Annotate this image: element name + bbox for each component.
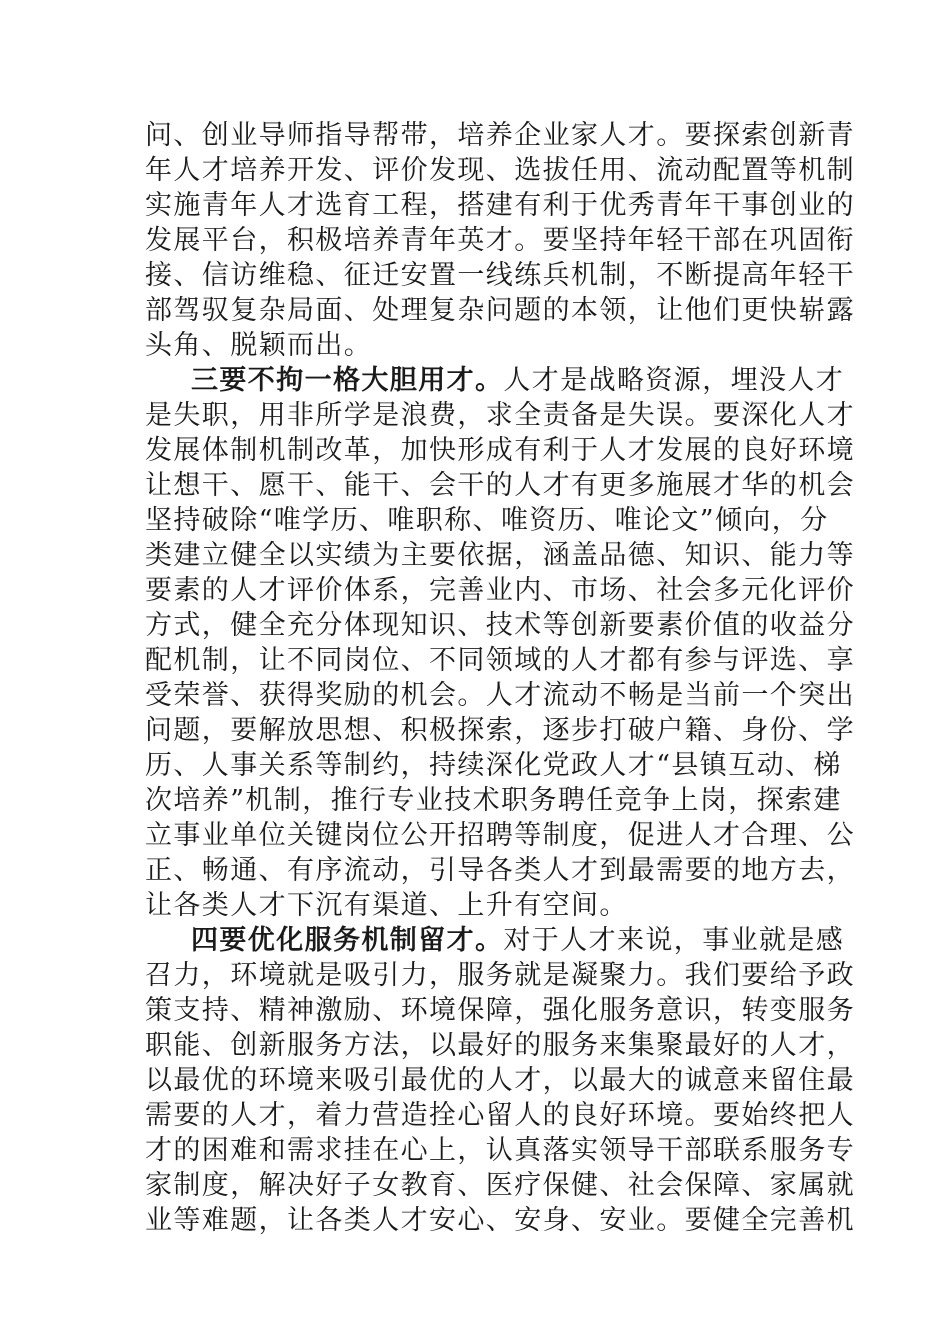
text-line: 受荣誉、获得奖励的机会。人才流动不畅是当前一个突出 <box>145 680 855 711</box>
section-4-first-line <box>145 923 845 958</box>
text-line: 立事业单位关键岗位公开招聘等制度，促进人才合理、公 <box>145 820 855 851</box>
text-line: 问题，要解放思想、积极探索，逐步打破户籍、身份、学 <box>145 715 855 746</box>
text-line: 才的困难和需求挂在心上，认真落实领导干部联系服务专 <box>145 1135 855 1166</box>
text-line: 配机制，让不同岗位、不同领域的人才都有参与评选、享 <box>145 645 855 676</box>
text-line: 历、人事关系等制约，持续深化党政人才“县镇互动、梯 <box>145 750 842 781</box>
section-3-first-line-text: 人才是战略资源，埋没人才 <box>503 365 845 396</box>
text-line: 召力，环境就是吸引力，服务就是凝聚力。我们要给予政 <box>145 960 855 991</box>
text-line: 以最优的环境来吸引最优的人才，以最大的诚意来留住最 <box>145 1065 855 1096</box>
text-line: 年人才培养开发、评价发现、选拔任用、流动配置等机制 <box>145 155 855 186</box>
section-4-heading: 四要优化服务机制留才。 <box>191 925 504 956</box>
text-line: 策支持、精神激励、环境保障，强化服务意识，转变服务 <box>145 995 855 1026</box>
text-line: 职能、创新服务方法，以最好的服务来集聚最好的人才， <box>145 1030 855 1061</box>
text-line: 家制度，解决好子女教育、医疗保健、社会保障、家属就 <box>145 1170 855 1201</box>
text-line: 是失职，用非所学是浪费，求全责备是失误。要深化人才 <box>145 400 855 431</box>
text-line: 头角、脱颖而出。 <box>145 330 373 361</box>
text-line: 坚持破除“唯学历、唯职称、唯资历、唯论文”倾向，分 <box>145 505 829 536</box>
document-body <box>145 118 855 1238</box>
text-line: 发展体制机制改革，加快形成有利于人才发展的良好环境 <box>145 435 855 466</box>
text-line: 让各类人才下沉有渠道、上升有空间。 <box>145 890 628 921</box>
text-line: 接、信访维稳、征迁安置一线练兵机制，不断提高年轻干 <box>145 260 855 291</box>
text-line: 发展平台，积极培养青年英才。要坚持年轻干部在巩固衔 <box>145 225 855 256</box>
text-line: 需要的人才，着力营造拴心留人的良好环境。要始终把人 <box>145 1100 855 1131</box>
section-3-heading: 三要不拘一格大胆用才。 <box>191 365 504 396</box>
text-line: 实施青年人才选育工程，搭建有利于优秀青年干事创业的 <box>145 190 855 221</box>
text-line: 正、畅通、有序流动，引导各类人才到最需要的地方去， <box>145 855 855 886</box>
text-line: 要素的人才评价体系，完善业内、市场、社会多元化评价 <box>145 575 855 606</box>
text-line: 部驾驭复杂局面、处理复杂问题的本领，让他们更快崭露 <box>145 295 855 326</box>
text-line: 问、创业导师指导帮带，培养企业家人才。要探索创新青 <box>145 120 855 151</box>
text-line: 让想干、愿干、能干、会干的人才有更多施展才华的机会 <box>145 470 855 501</box>
text-line: 方式，健全充分体现知识、技术等创新要素价值的收益分 <box>145 610 855 641</box>
text-line: 业等难题，让各类人才安心、安身、安业。要健全完善机 <box>145 1205 855 1236</box>
section-4-first-line-text: 对于人才来说，事业就是感 <box>503 925 845 956</box>
section-3-first-line <box>145 363 845 398</box>
text-line: 类建立健全以实绩为主要依据，涵盖品德、知识、能力等 <box>145 540 855 571</box>
text-line: 次培养”机制，推行专业技术职务聘任竞争上岗，探索建 <box>145 785 842 816</box>
